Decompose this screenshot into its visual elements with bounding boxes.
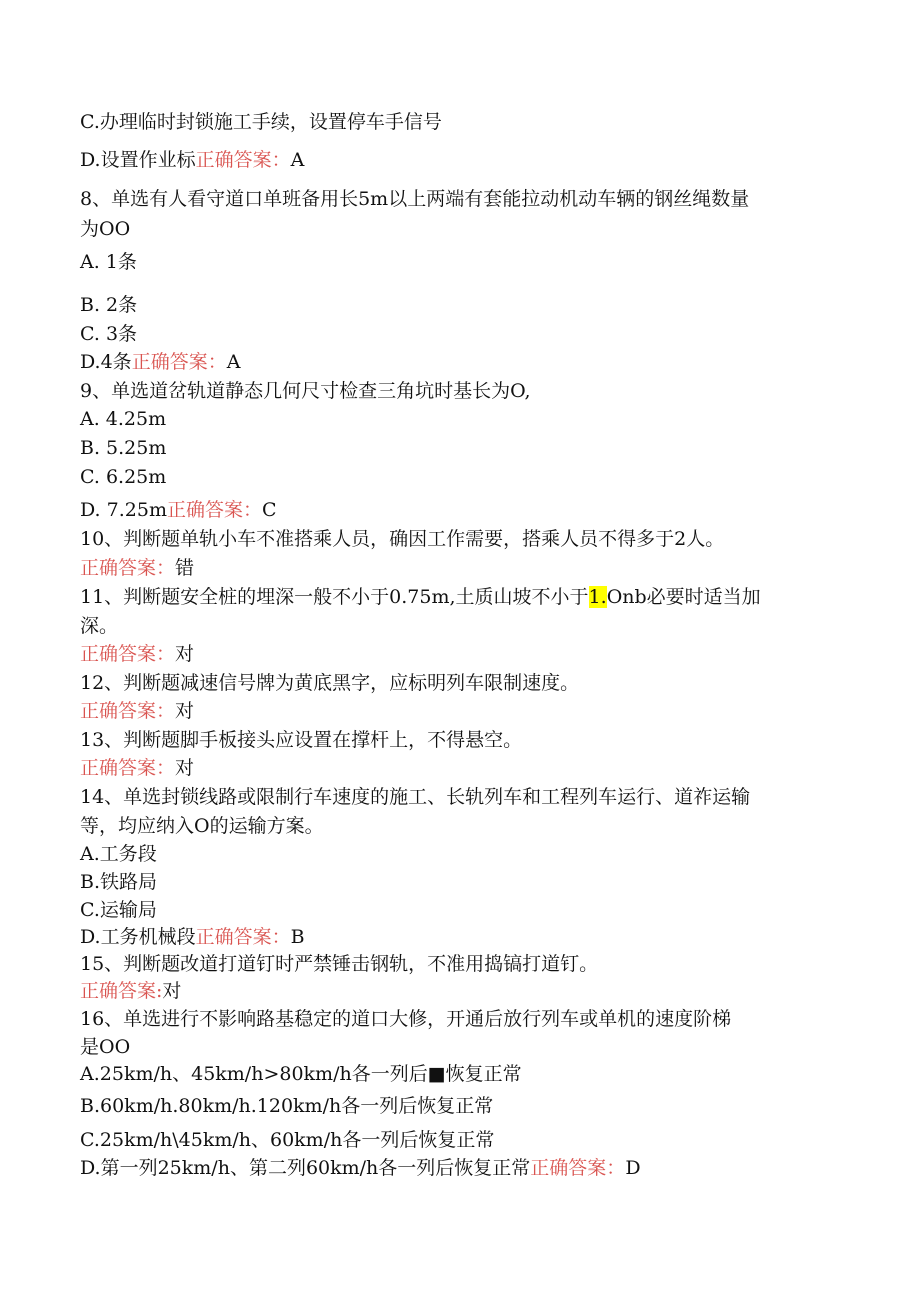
answer-label: 正确答案：: [80, 757, 176, 779]
q14-option-b: B.铁路局: [80, 871, 158, 893]
option-text: D. 7.25m: [80, 499, 167, 521]
answer-label: 正确答案：: [80, 643, 176, 665]
answer-label: 正确答案：: [80, 557, 176, 579]
q14-option-c: C.运输局: [80, 899, 157, 921]
q9-option-a: A. 4.25m: [80, 408, 167, 430]
answer-label: 正确答案：: [131, 351, 227, 373]
q9-stem: 9、单选道岔轨道静态几何尺寸检查三角坑时基长为O,: [80, 380, 531, 402]
q8-option-a: A. 1条: [80, 251, 137, 273]
highlighted-text: 1.: [588, 586, 607, 608]
option-text: D.工务机械段: [80, 926, 196, 948]
q10-answer: [80, 557, 194, 579]
answer-value: D: [625, 1157, 641, 1179]
q9-option-d: [80, 499, 277, 521]
q14-stem-line1: 14、单选封锁线路或限制行车速度的施工、长轨列车和工程列车运行、道祚运输: [80, 786, 751, 808]
q12-stem: 12、判断题减速信号牌为黄底黑字，应标明列车限制速度。: [80, 672, 580, 694]
q16-option-d: [80, 1157, 641, 1179]
q15-stem: 15、判断题改道打道钉时严禁锤击钢轨，不准用捣镐打道钉。: [80, 953, 599, 975]
answer-value: 错: [175, 557, 195, 579]
answer-value: 对: [175, 700, 195, 722]
answer-label: 正确答案:: [80, 980, 163, 1002]
q7-option-c: C.办理临时封锁施工手续，设置停车手信号: [80, 111, 442, 133]
answer-value: A: [226, 351, 241, 373]
q12-answer: [80, 700, 194, 722]
q15-answer: [80, 980, 181, 1002]
answer-value: B: [290, 926, 305, 948]
stem-text: 11、判断题安全桩的埋深一般不小于0.75m,土质山坡不小于: [80, 586, 589, 608]
q14-option-a: A.工务段: [80, 843, 157, 865]
q9-option-c: C. 6.25m: [80, 466, 167, 488]
answer-value: C: [261, 499, 277, 521]
q11-stem-line2: 深。: [80, 615, 119, 637]
q14-option-d: [80, 926, 305, 948]
answer-value: 对: [162, 980, 182, 1002]
q8-option-c: C. 3条: [80, 323, 138, 345]
q16-stem-line2: 是OO: [80, 1036, 131, 1058]
q11-answer: [80, 643, 194, 665]
q9-option-b: B. 5.25m: [80, 437, 167, 459]
answer-label: 正确答案：: [80, 700, 176, 722]
option-text: D.第一列25km/h、第二列60km/h各一列后恢复正常: [80, 1157, 531, 1179]
q8-option-b: B. 2条: [80, 294, 138, 316]
q7-option-d: [80, 149, 304, 171]
q13-stem: 13、判断题脚手板接头应设置在撑杆上，不得悬空。: [80, 729, 523, 751]
q16-option-b: B.60km/h.80km/h.120km/h各一列后恢复正常: [80, 1095, 494, 1117]
q10-stem: 10、判断题单轨小车不准搭乘人员，确因工作需要，搭乘人员不得多于2人。: [80, 528, 725, 550]
answer-label: 正确答案：: [195, 149, 291, 171]
answer-label: 正确答案：: [195, 926, 291, 948]
stem-text-cont: Onb必要时适当加: [606, 586, 761, 608]
q8-stem-line2: 为OO: [80, 218, 131, 240]
option-text: D.4条: [80, 351, 132, 373]
q14-stem-line2: 等，均应纳入O的运输方案。: [80, 815, 324, 837]
q8-option-d: [80, 351, 240, 373]
answer-value: 对: [175, 643, 195, 665]
option-text: D.设置作业标: [80, 149, 196, 171]
q16-stem-line1: 16、单选进行不影响路基稳定的道口大修，开通后放行列车或单机的速度阶梯: [80, 1008, 732, 1030]
answer-label: 正确答案：: [530, 1157, 626, 1179]
q8-stem-line1: 8、单选有人看守道口单班备用长5m以上两端有套能拉动机动车辆的钢丝绳数量: [80, 188, 750, 210]
q11-stem-line1: [80, 586, 761, 608]
q13-answer: [80, 757, 194, 779]
answer-label: 正确答案：: [166, 499, 262, 521]
q16-option-a: A.25km/h、45km/h>80km/h各一列后■恢复正常: [80, 1063, 522, 1085]
answer-value: A: [290, 149, 305, 171]
q16-option-c: C.25km/h\45km/h、60km/h各一列后恢复正常: [80, 1129, 495, 1151]
answer-value: 对: [175, 757, 195, 779]
